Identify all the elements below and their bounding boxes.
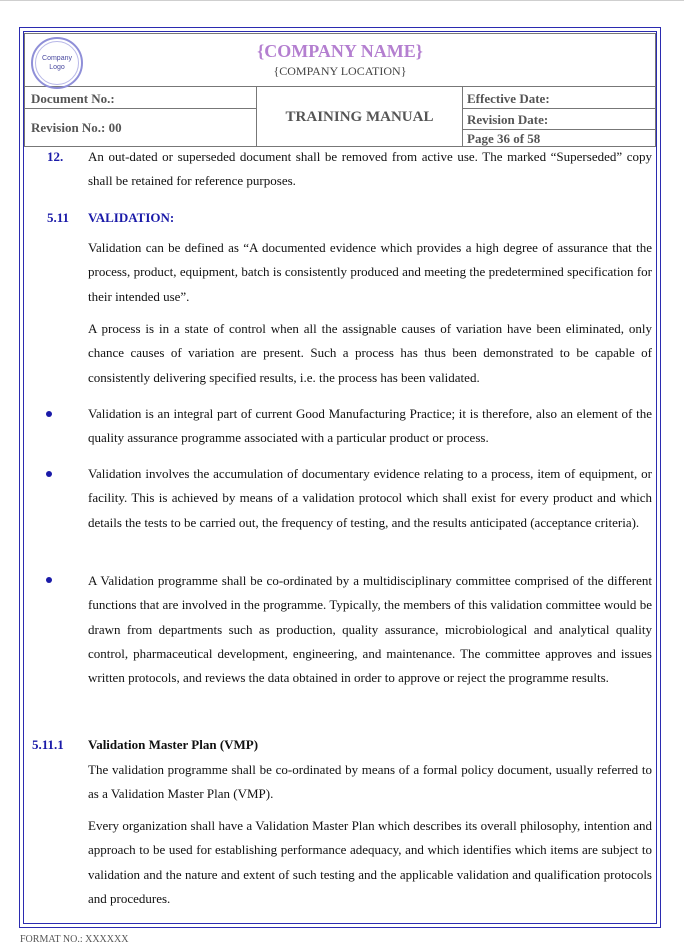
section-title: VALIDATION: [88,210,175,225]
item-12-text: An out-dated or superseded document shall be removed from active use. The marked “Superseded” copy shall be retained for reference purposes. [88,149,652,189]
bullet-text-1: Validation is an integral part of current Good Manufacturing Practice; it is therefore, also an element of the quality assurance programme associated with a particular product or process. [88,406,652,446]
manual-title: TRAINING MANUAL [285,109,434,125]
company-name: {COMPANY NAME} [257,41,423,61]
state-of-control-paragraph: A process is in a state of control when all the assignable causes of variation have been eliminated, only chance causes of variation are present. Such a process has thus been demonstrated to be capable of consistently delivering specified results, i.e. the process has been validated. [88,321,652,385]
page-number: Page 36 of 58 [467,131,541,146]
effective-date-label: Effective Date: [467,91,550,106]
bullet-icon [46,471,52,477]
validation-definition-paragraph: Validation can be defined as “A documented evidence which provides a high degree of assurance that the process, product, equipment, batch is consistently produced and meeting the predetermined specification for their intended use”. [88,240,652,304]
vmp-requirement-paragraph: Every organization shall have a Validation Master Plan which describes its overall philosophy, intention and approach to be used for establishing performance adequacy, and which identifies which items are subject to validation and the nature and extent of such testing and the applicable validation and qualification protocols and procedures. [88,818,652,906]
format-number: FORMAT NO.: XXXXXX [20,934,129,945]
bullet-text-2: Validation involves the accumulation of documentary evidence relating to a process, item of equipment, or facility. This is achieved by means of a validation protocol which shall exist for every product and which details the tests to be carried out, the frequency of testing, and the results anticipated (acceptance criteria). [88,466,652,530]
bullet-icon [46,577,52,583]
subsection-number: 5.11.1 [32,737,64,752]
revision-no-label: Revision No.: 00 [31,120,122,135]
section-number: 5.11 [47,210,70,225]
bullet-text-3: A Validation programme shall be co-ordinated by a multidisciplinary committee comprised of the different functions that are involved in the programme. Typically, the members of this validation committee would be drawn from departments such as production, quality assurance, microbiological and analytical quality control, pharmaceutical development, engineering, and maintenance. The committee approves and issues written protocols, and reviews the data obtained in order to approve or reject the programme results. [88,573,652,686]
document-no-label: Document No.: [31,91,115,106]
logo-text-line1: Company [42,54,72,62]
bullet-icon [46,411,52,417]
logo-text-line2: Logo [49,64,65,71]
company-location: {COMPANY LOCATION} [273,64,407,78]
revision-date-label: Revision Date: [467,112,549,127]
vmp-intro-paragraph: The validation programme shall be co-ordinated by means of a formal policy document, usually referred to as a Validation Master Plan (VMP). [88,762,652,802]
item-number-12: 12. [47,149,64,164]
subsection-title: Validation Master Plan (VMP) [88,737,259,752]
